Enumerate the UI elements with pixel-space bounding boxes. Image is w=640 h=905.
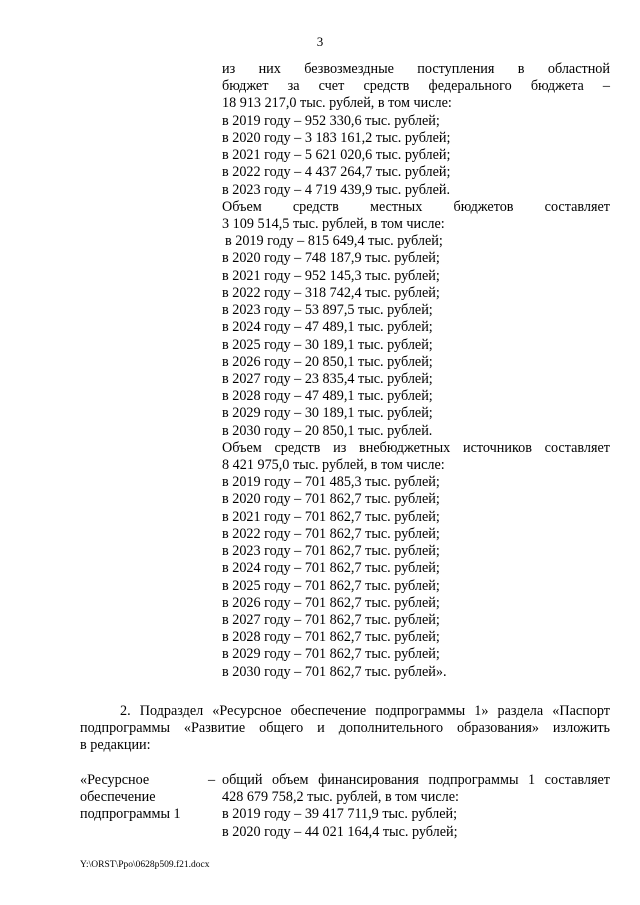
- text-line: из них безвозмездные поступления в областной: [222, 61, 610, 77]
- text-line: в 2028 году – 701 862,7 тыс. рублей;: [222, 629, 440, 646]
- text-line: Объем средств местных бюджетов составляет: [222, 198, 610, 215]
- label-line: обеспечение: [80, 789, 156, 806]
- funding-section: [222, 61, 610, 681]
- text-line: в 2030 году – 20 850,1 тыс. рублей.: [222, 422, 433, 439]
- value-line: в 2019 году – 39 417 711,9 тыс. рублей;: [222, 806, 458, 823]
- text-line: в 2021 году – 701 862,7 тыс. рублей;: [222, 508, 440, 525]
- text-line: в 2020 году – 701 862,7 тыс. рублей;: [222, 491, 440, 508]
- text-line: в 2026 году – 701 862,7 тыс. рублей;: [222, 594, 440, 611]
- paragraph-2: [80, 703, 610, 755]
- text-line: в 2019 году – 815 649,4 тыс. рублей;: [225, 233, 443, 250]
- text-line: 2. Подраздел «Ресурсное обеспечение подпрограммы 1» раздела «Паспорт: [120, 703, 610, 719]
- label-line: подпрограммы 1: [80, 806, 181, 823]
- text-line: в 2024 году – 47 489,1 тыс. рублей;: [222, 319, 433, 336]
- text-line: в 2027 году – 701 862,7 тыс. рублей;: [222, 612, 440, 628]
- table-label-cell: [80, 772, 210, 824]
- text-line: в 2028 году – 47 489,1 тыс. рублей;: [222, 388, 433, 405]
- text-line: в 2030 году – 701 862,7 тыс. рублей».: [222, 663, 447, 680]
- text-line: в 2021 году – 952 145,3 тыс. рублей;: [222, 267, 440, 284]
- text-line: в 2023 году – 53 897,5 тыс. рублей;: [222, 302, 433, 319]
- text-line: в 2019 году – 701 485,3 тыс. рублей;: [222, 474, 440, 491]
- text-line: в 2023 году – 4 719 439,9 тыс. рублей.: [222, 181, 451, 198]
- text-line: в редакции:: [80, 737, 151, 754]
- text-line: бюджет за счет средств федерального бюджета –: [222, 78, 610, 95]
- value-line: 428 679 758,2 тыс. рублей, в том числе:: [222, 789, 459, 806]
- text-line: в 2026 году – 20 850,1 тыс. рублей;: [222, 353, 433, 370]
- text-line: в 2020 году – 3 183 161,2 тыс. рублей;: [222, 129, 451, 146]
- table-dash: –: [208, 772, 216, 788]
- text-line: 8 421 975,0 тыс. рублей, в том числе:: [222, 457, 445, 474]
- text-line: в 2023 году – 701 862,7 тыс. рублей;: [222, 543, 440, 560]
- text-line: в 2025 году – 30 189,1 тыс. рублей;: [222, 336, 433, 353]
- text-line: в 2022 году – 4 437 264,7 тыс. рублей;: [222, 164, 451, 181]
- text-line: в 2027 году – 23 835,4 тыс. рублей;: [222, 370, 433, 387]
- text-line: в 2022 году – 318 742,4 тыс. рублей;: [222, 284, 440, 301]
- text-line: в 2021 году – 5 621 020,6 тыс. рублей;: [222, 147, 451, 164]
- text-line: Объем средств из внебюджетных источников составляет: [222, 439, 610, 456]
- text-line: 3 109 514,5 тыс. рублей, в том числе:: [222, 215, 445, 232]
- text-line: в 2019 году – 952 330,6 тыс. рублей;: [222, 112, 440, 129]
- value-line: в 2020 году – 44 021 164,4 тыс. рублей;: [222, 823, 458, 840]
- label-line: «Ресурсное: [80, 772, 150, 788]
- text-line: в 2025 году – 701 862,7 тыс. рублей;: [222, 577, 440, 594]
- text-line: 18 913 217,0 тыс. рублей, в том числе:: [222, 95, 452, 112]
- text-line: в 2022 году – 701 862,7 тыс. рублей;: [222, 525, 440, 542]
- value-line: общий объем финансирования подпрограммы 1 составляет: [222, 772, 610, 788]
- text-line: в 2029 году – 30 189,1 тыс. рублей;: [222, 405, 433, 422]
- text-line: в 2029 году – 701 862,7 тыс. рублей;: [222, 646, 440, 663]
- file-path-footer: Y:\ORST\Ppo\0628p509.f21.docx: [80, 860, 210, 870]
- page-number: 3: [316, 34, 324, 49]
- table-value-cell: [222, 772, 610, 841]
- text-line: в 2020 году – 748 187,9 тыс. рублей;: [222, 250, 440, 267]
- text-line: подпрограммы «Развитие общего и дополнительного образования» изложить: [80, 720, 610, 737]
- text-line: в 2024 году – 701 862,7 тыс. рублей;: [222, 560, 440, 577]
